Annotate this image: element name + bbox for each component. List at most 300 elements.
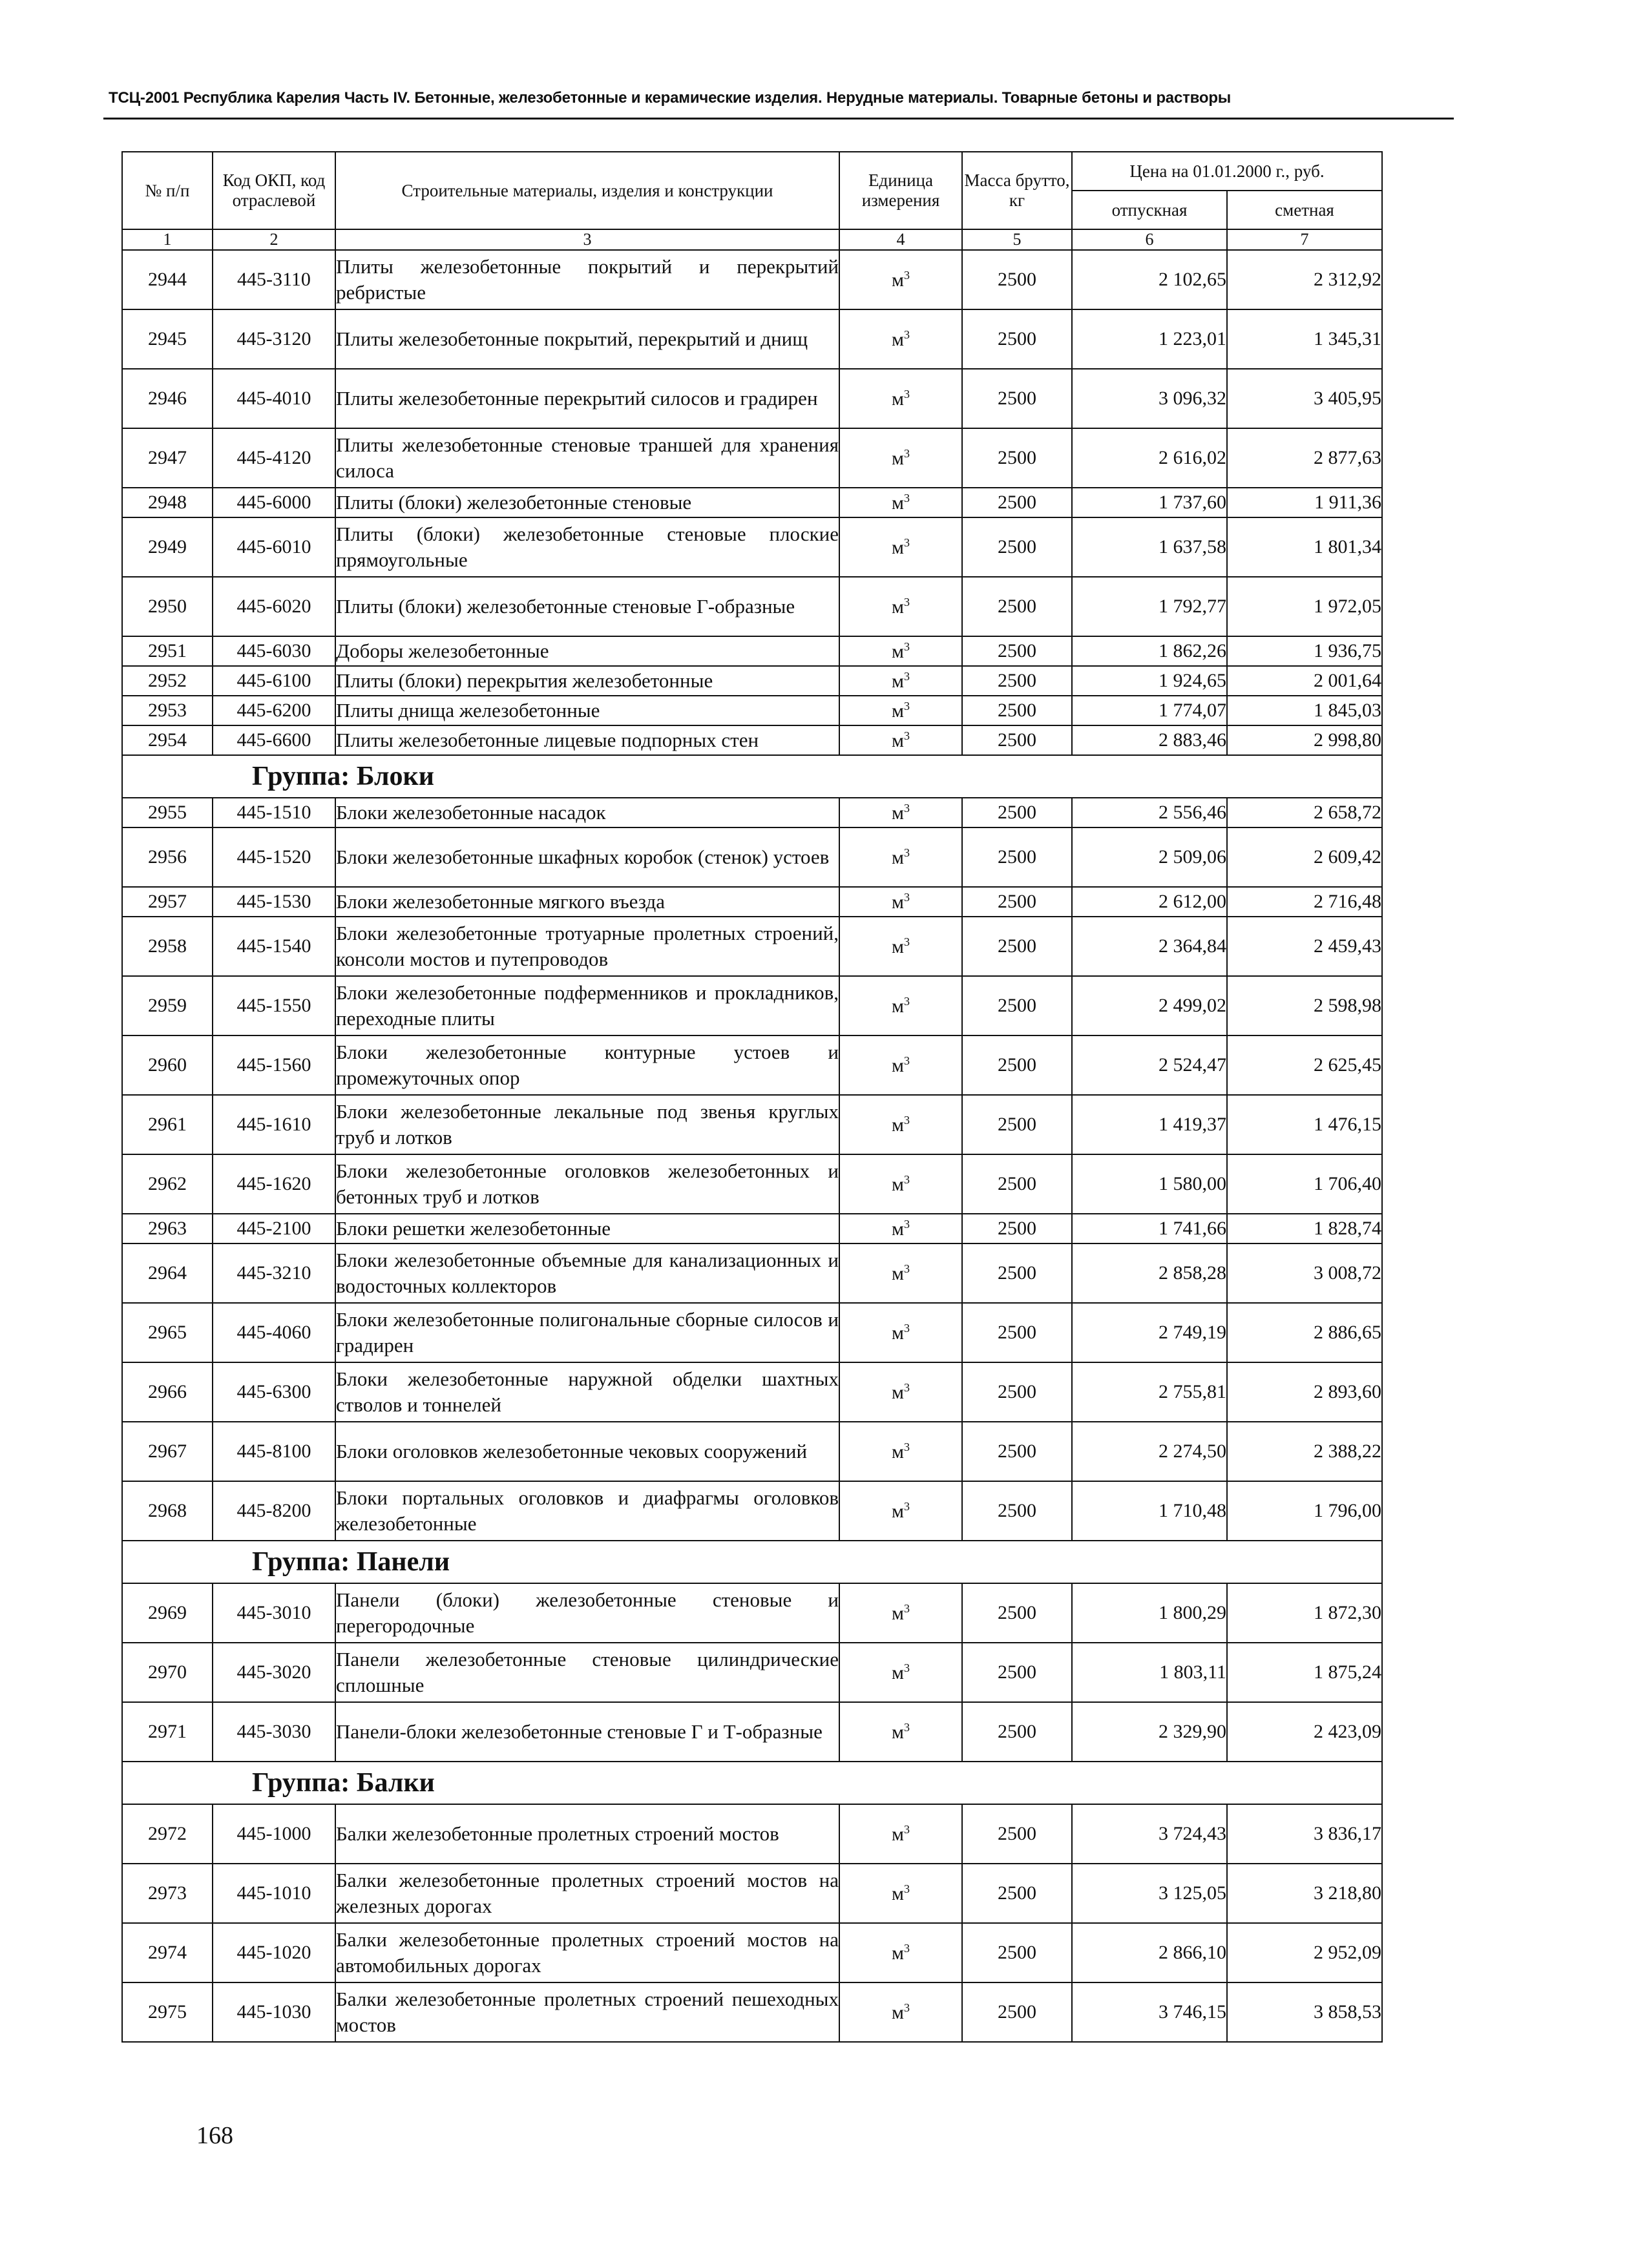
mass-cell: 2500 [962,309,1072,369]
okp-code-cell: 445-1520 [213,827,335,887]
price-estimate-cell: 1 936,75 [1227,636,1382,666]
unit-exponent: 3 [903,1822,910,1836]
unit-exponent: 3 [903,1380,910,1394]
table-row [122,1095,1382,1154]
item-name-cell: Доборы железобетонные [335,636,839,666]
okp-code-cell: 445-4120 [213,428,335,488]
row-number-cell: 2950 [122,577,213,636]
table-row [122,1643,1382,1702]
unit-label: м [892,1173,904,1195]
item-name-cell: Балки железобетонные пролетных строений мостов [335,1804,839,1864]
okp-code-cell: 445-1510 [213,798,335,827]
price-estimate-cell: 2 609,42 [1227,827,1382,887]
row-number-cell: 2955 [122,798,213,827]
row-number-cell: 2960 [122,1035,213,1095]
unit-cell [839,488,962,517]
item-name-cell: Плиты железобетонные перекрытий силосов и градирен [335,369,839,428]
table-row [122,725,1382,755]
okp-code-cell: 445-8100 [213,1422,335,1481]
unit-exponent: 3 [903,1499,910,1513]
item-name-cell: Балки железобетонные пролетных строений пешеходных мостов [335,1982,839,2042]
unit-label: м [892,1942,904,1964]
unit-exponent: 3 [903,699,910,713]
unit-exponent: 3 [903,1172,910,1186]
item-name-cell: Плиты железобетонные покрытий, перекрытий и днищ [335,309,839,369]
price-release-cell: 2 612,00 [1072,887,1227,917]
price-release-cell: 2 866,10 [1072,1923,1227,1982]
price-release-cell: 3 096,32 [1072,369,1227,428]
group-row [122,1762,1382,1804]
unit-cell [839,1422,962,1481]
unit-cell [839,1362,962,1422]
unit-cell [839,1095,962,1154]
price-estimate-cell: 2 893,60 [1227,1362,1382,1422]
col-header-unit: Единица измерения [839,152,962,229]
unit-label: м [892,447,904,469]
price-release-cell: 1 741,66 [1072,1214,1227,1243]
item-name-cell: Плиты (блоки) перекрытия железобетонные [335,666,839,696]
unit-exponent: 3 [903,446,910,460]
unit-cell [839,1035,962,1095]
row-number-cell: 2968 [122,1481,213,1541]
price-release-cell: 2 329,90 [1072,1702,1227,1762]
row-number-cell: 2964 [122,1243,213,1303]
price-release-cell: 1 792,77 [1072,577,1227,636]
col-header-price: Цена на 01.01.2000 г., руб. [1072,152,1382,191]
unit-label: м [892,995,904,1017]
price-release-cell: 2 858,28 [1072,1243,1227,1303]
price-estimate-cell: 2 459,43 [1227,917,1382,976]
table-row [122,1923,1382,1982]
unit-label: м [892,388,904,410]
price-release-cell: 2 556,46 [1072,798,1227,827]
unit-label: м [892,935,904,957]
unit-label: м [892,802,904,824]
item-name-cell: Блоки железобетонные подферменников и прокладников, переходные плиты [335,976,839,1035]
mass-cell: 2500 [962,250,1072,309]
group-title: Группа: Балки [122,1762,1382,1804]
unit-exponent: 3 [903,536,910,549]
price-release-cell: 1 800,29 [1072,1583,1227,1643]
price-release-cell: 3 724,43 [1072,1804,1227,1864]
unit-cell [839,1702,962,1762]
okp-code-cell: 445-6030 [213,636,335,666]
row-number-cell: 2944 [122,250,213,309]
mass-cell: 2500 [962,725,1072,755]
unit-label: м [892,1721,904,1743]
price-release-cell: 2 616,02 [1072,428,1227,488]
unit-exponent: 3 [903,595,910,609]
okp-code-cell: 445-1000 [213,1804,335,1864]
mass-cell: 2500 [962,1362,1072,1422]
okp-code-cell: 445-6000 [213,488,335,517]
unit-label: м [892,596,904,618]
item-name-cell: Блоки железобетонные контурные устоев и промежуточных опор [335,1035,839,1095]
group-row [122,1541,1382,1583]
unit-cell [839,696,962,725]
column-number: 6 [1072,229,1227,250]
okp-code-cell: 445-6300 [213,1362,335,1422]
price-estimate-cell: 1 345,31 [1227,309,1382,369]
row-number-cell: 2945 [122,309,213,369]
price-estimate-cell: 2 886,65 [1227,1303,1382,1362]
item-name-cell: Блоки железобетонные лекальные под звенья круглых труб и лотков [335,1095,839,1154]
unit-label: м [892,1218,904,1240]
price-estimate-cell: 2 877,63 [1227,428,1382,488]
unit-label: м [892,1500,904,1522]
item-name-cell: Блоки железобетонные объемные для канализационных и водосточных коллекторов [335,1243,839,1303]
table-row [122,827,1382,887]
item-name-cell: Блоки железобетонные насадок [335,798,839,827]
column-number: 7 [1227,229,1382,250]
unit-cell [839,725,962,755]
mass-cell: 2500 [962,1702,1072,1762]
mass-cell: 2500 [962,1035,1072,1095]
unit-label: м [892,640,904,662]
group-title: Группа: Панели [122,1541,1382,1583]
price-release-cell: 2 509,06 [1072,827,1227,887]
unit-exponent: 3 [903,1941,910,1955]
price-estimate-cell: 1 972,05 [1227,577,1382,636]
price-release-cell: 1 223,01 [1072,309,1227,369]
unit-exponent: 3 [903,328,910,341]
item-name-cell: Блоки железобетонные полигональные сборные силосов и градирен [335,1303,839,1362]
unit-label: м [892,269,904,291]
table-row [122,1303,1382,1362]
unit-exponent: 3 [903,1262,910,1275]
okp-code-cell: 445-6010 [213,517,335,577]
unit-exponent: 3 [903,491,910,505]
item-name-cell: Блоки портальных оголовков и диафрагмы оголовков железобетонные [335,1481,839,1541]
unit-exponent: 3 [903,387,910,401]
unit-cell [839,1481,962,1541]
mass-cell: 2500 [962,517,1072,577]
unit-label: м [892,729,904,751]
price-estimate-cell: 2 658,72 [1227,798,1382,827]
unit-exponent: 3 [903,1440,910,1453]
row-number-cell: 2974 [122,1923,213,1982]
table-row [122,1804,1382,1864]
unit-exponent: 3 [903,1601,910,1615]
mass-cell: 2500 [962,887,1072,917]
mass-cell: 2500 [962,976,1072,1035]
unit-label: м [892,1322,904,1344]
mass-cell: 2500 [962,666,1072,696]
price-estimate-cell: 3 836,17 [1227,1804,1382,1864]
item-name-cell: Блоки оголовков железобетонные чековых сооружений [335,1422,839,1481]
mass-cell: 2500 [962,827,1072,887]
price-release-cell: 2 274,50 [1072,1422,1227,1481]
mass-cell: 2500 [962,1923,1072,1982]
column-number-row [122,229,1382,250]
okp-code-cell: 445-8200 [213,1481,335,1541]
okp-code-cell: 445-2100 [213,1214,335,1243]
okp-code-cell: 445-1620 [213,1154,335,1214]
okp-code-cell: 445-1540 [213,917,335,976]
row-number-cell: 2953 [122,696,213,725]
okp-code-cell: 445-6200 [213,696,335,725]
price-release-cell: 2 524,47 [1072,1035,1227,1095]
table-row [122,887,1382,917]
unit-cell [839,517,962,577]
row-number-cell: 2947 [122,428,213,488]
mass-cell: 2500 [962,428,1072,488]
okp-code-cell: 445-3020 [213,1643,335,1702]
row-number-cell: 2957 [122,887,213,917]
unit-cell [839,1982,962,2042]
row-number-cell: 2949 [122,517,213,577]
column-number: 5 [962,229,1072,250]
price-estimate-cell: 1 796,00 [1227,1481,1382,1541]
unit-cell [839,577,962,636]
unit-exponent: 3 [903,640,910,653]
item-name-cell: Плиты днища железобетонные [335,696,839,725]
table-row [122,696,1382,725]
price-estimate-cell: 1 801,34 [1227,517,1382,577]
table-row [122,636,1382,666]
unit-exponent: 3 [903,1054,910,1067]
price-release-cell: 1 580,00 [1072,1154,1227,1214]
row-number-cell: 2956 [122,827,213,887]
unit-cell [839,976,962,1035]
column-number: 1 [122,229,213,250]
table-row [122,1422,1382,1481]
okp-code-cell: 445-4060 [213,1303,335,1362]
price-release-cell: 1 862,26 [1072,636,1227,666]
unit-label: м [892,891,904,913]
unit-exponent: 3 [903,994,910,1008]
mass-cell: 2500 [962,917,1072,976]
item-name-cell: Плиты железобетонные лицевые подпорных стен [335,725,839,755]
row-number-cell: 2952 [122,666,213,696]
price-release-cell: 1 803,11 [1072,1643,1227,1702]
price-estimate-cell: 2 625,45 [1227,1035,1382,1095]
price-release-cell: 1 637,58 [1072,517,1227,577]
price-estimate-cell: 2 598,98 [1227,976,1382,1035]
unit-cell [839,369,962,428]
price-release-cell: 2 755,81 [1072,1362,1227,1422]
table-row [122,1583,1382,1643]
header-rule [103,118,1454,120]
table-row [122,1154,1382,1214]
unit-exponent: 3 [903,669,910,683]
unit-cell [839,1243,962,1303]
col-header-name: Строительные материалы, изделия и конструкции [335,152,839,229]
table-body [122,250,1382,2042]
unit-label: м [892,670,904,692]
unit-cell [839,1154,962,1214]
okp-code-cell: 445-1030 [213,1982,335,2042]
item-name-cell: Плиты (блоки) железобетонные стеновые плоские прямоугольные [335,517,839,577]
price-release-cell: 1 737,60 [1072,488,1227,517]
price-estimate-cell: 1 872,30 [1227,1583,1382,1643]
table-row [122,309,1382,369]
item-name-cell: Блоки железобетонные тротуарные пролетных строений, консоли мостов и путепроводов [335,917,839,976]
price-estimate-cell: 1 911,36 [1227,488,1382,517]
price-release-cell: 2 102,65 [1072,250,1227,309]
unit-exponent: 3 [903,1321,910,1335]
price-estimate-cell: 3 218,80 [1227,1864,1382,1923]
unit-label: м [892,492,904,514]
table-row [122,517,1382,577]
table-row [122,1243,1382,1303]
item-name-cell: Плиты (блоки) железобетонные стеновые [335,488,839,517]
okp-code-cell: 445-1550 [213,976,335,1035]
mass-cell: 2500 [962,577,1072,636]
row-number-cell: 2972 [122,1804,213,1864]
price-estimate-cell: 3 858,53 [1227,1982,1382,2042]
mass-cell: 2500 [962,1243,1072,1303]
row-number-cell: 2975 [122,1982,213,2042]
table-row [122,917,1382,976]
row-number-cell: 2965 [122,1303,213,1362]
price-release-cell: 3 746,15 [1072,1982,1227,2042]
item-name-cell: Блоки железобетонные мягкого въезда [335,887,839,917]
okp-code-cell: 445-3030 [213,1702,335,1762]
price-release-cell: 2 364,84 [1072,917,1227,976]
item-name-cell: Панели (блоки) железобетонные стеновые и перегородочные [335,1583,839,1643]
col-header-okp: Код ОКП, код отраслевой [213,152,335,229]
column-number: 4 [839,229,962,250]
price-release-cell: 2 499,02 [1072,976,1227,1035]
mass-cell: 2500 [962,798,1072,827]
price-estimate-cell: 2 001,64 [1227,666,1382,696]
item-name-cell: Плиты железобетонные стеновые траншей для хранения силоса [335,428,839,488]
row-number-cell: 2958 [122,917,213,976]
row-number-cell: 2946 [122,369,213,428]
price-release-cell: 1 924,65 [1072,666,1227,696]
table-row [122,1035,1382,1095]
table-row [122,1982,1382,2042]
okp-code-cell: 445-6600 [213,725,335,755]
price-estimate-cell: 3 405,95 [1227,369,1382,428]
okp-code-cell: 445-4010 [213,369,335,428]
unit-cell [839,1804,962,1864]
unit-cell [839,1923,962,1982]
price-estimate-cell: 2 952,09 [1227,1923,1382,1982]
row-number-cell: 2962 [122,1154,213,1214]
item-name-cell: Плиты железобетонные покрытий и перекрытий ребристые [335,250,839,309]
unit-cell [839,917,962,976]
item-name-cell: Блоки железобетонные наружной обделки шахтных стволов и тоннелей [335,1362,839,1422]
row-number-cell: 2951 [122,636,213,666]
okp-code-cell: 445-6020 [213,577,335,636]
table-row [122,369,1382,428]
table-row [122,976,1382,1035]
table-row [122,1702,1382,1762]
col-header-price-release: отпускная [1072,191,1227,229]
unit-label: м [892,1054,904,1076]
unit-exponent: 3 [903,890,910,904]
unit-label: м [892,1602,904,1624]
page-number: 168 [196,2122,233,2149]
row-number-cell: 2966 [122,1362,213,1422]
okp-code-cell: 445-6100 [213,666,335,696]
table-row [122,250,1382,309]
unit-exponent: 3 [903,1882,910,1895]
price-estimate-cell: 1 845,03 [1227,696,1382,725]
mass-cell: 2500 [962,369,1072,428]
price-release-cell: 1 419,37 [1072,1095,1227,1154]
row-number-cell: 2963 [122,1214,213,1243]
table-row [122,428,1382,488]
price-release-cell: 3 125,05 [1072,1864,1227,1923]
item-name-cell: Блоки решетки железобетонные [335,1214,839,1243]
unit-exponent: 3 [903,1661,910,1674]
price-estimate-cell: 1 706,40 [1227,1154,1382,1214]
group-title: Группа: Блоки [122,755,1382,798]
group-row [122,755,1382,798]
item-name-cell: Балки железобетонные пролетных строений мостов на автомобильных дорогах [335,1923,839,1982]
unit-label: м [892,1441,904,1462]
mass-cell: 2500 [962,1583,1072,1643]
price-estimate-cell: 1 875,24 [1227,1643,1382,1702]
table-row [122,1362,1382,1422]
row-number-cell: 2948 [122,488,213,517]
item-name-cell: Панели железобетонные стеновые цилиндрические сплошные [335,1643,839,1702]
unit-cell [839,636,962,666]
row-number-cell: 2969 [122,1583,213,1643]
unit-cell [839,887,962,917]
unit-exponent: 3 [903,268,910,282]
okp-code-cell: 445-1530 [213,887,335,917]
price-estimate-cell: 1 828,74 [1227,1214,1382,1243]
col-header-price-estimate: сметная [1227,191,1382,229]
price-estimate-cell: 1 476,15 [1227,1095,1382,1154]
table-row [122,666,1382,696]
unit-label: м [892,1381,904,1403]
row-number-cell: 2954 [122,725,213,755]
mass-cell: 2500 [962,1154,1072,1214]
table-row [122,1481,1382,1541]
unit-cell [839,1864,962,1923]
unit-label: м [892,536,904,558]
table-row [122,798,1382,827]
unit-cell [839,1583,962,1643]
price-release-cell: 2 883,46 [1072,725,1227,755]
col-header-mass: Масса брутто, кг [962,152,1072,229]
col-header-num: № п/п [122,152,213,229]
price-table [121,151,1383,2043]
item-name-cell: Плиты (блоки) железобетонные стеновые Г-образные [335,577,839,636]
mass-cell: 2500 [962,1481,1072,1541]
mass-cell: 2500 [962,636,1072,666]
column-number: 3 [335,229,839,250]
mass-cell: 2500 [962,1804,1072,1864]
unit-exponent: 3 [903,2001,910,2014]
item-name-cell: Балки железобетонные пролетных строений мостов на железных дорогах [335,1864,839,1923]
unit-cell [839,827,962,887]
okp-code-cell: 445-1020 [213,1923,335,1982]
mass-cell: 2500 [962,1643,1072,1702]
unit-label: м [892,1114,904,1136]
okp-code-cell: 445-3210 [213,1243,335,1303]
row-number-cell: 2971 [122,1702,213,1762]
unit-label: м [892,1882,904,1904]
unit-exponent: 3 [903,1217,910,1231]
unit-cell [839,428,962,488]
unit-label: м [892,2001,904,2023]
okp-code-cell: 445-1010 [213,1864,335,1923]
okp-code-cell: 445-3010 [213,1583,335,1643]
row-number-cell: 2967 [122,1422,213,1481]
unit-label: м [892,328,904,350]
unit-exponent: 3 [903,846,910,859]
unit-cell [839,1643,962,1702]
unit-label: м [892,1661,904,1683]
item-name-cell: Блоки железобетонные шкафных коробок (стенок) устоев [335,827,839,887]
row-number-cell: 2959 [122,976,213,1035]
